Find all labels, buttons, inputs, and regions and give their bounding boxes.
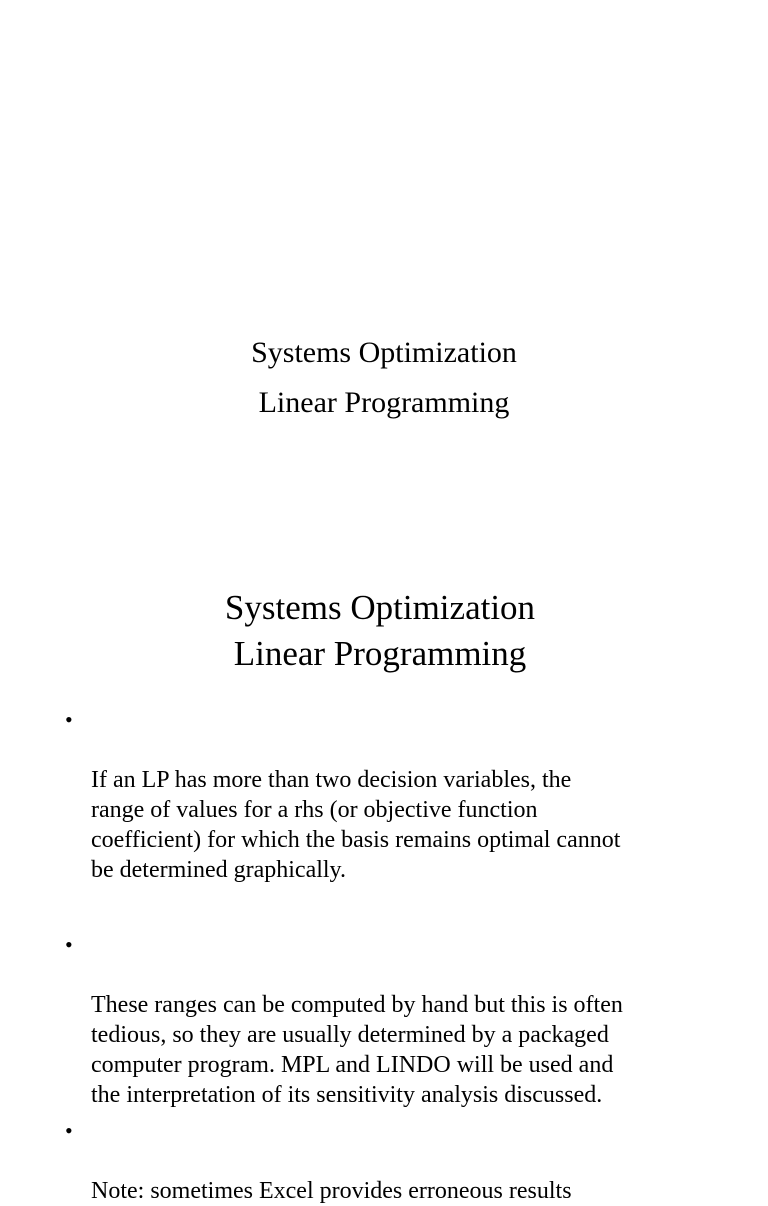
- bullet-item: [62, 705, 742, 885]
- bullet-text: These ranges can be computed by hand but this is often tedious, so they are usually determined by a packaged computer program. MPL and LINDO will be used and the interpretation of its sensitivity analysis discussed.: [91, 992, 623, 1108]
- bullet-dot-icon: •: [65, 932, 73, 957]
- bullet-list: [62, 705, 742, 1206]
- bullet-text: Note: sometimes Excel provides erroneous results: [91, 1178, 572, 1204]
- bullet-text: If an LP has more than two decision variables, the range of values for a rhs (or objective function coefficient) for which the basis remains optimal cannot be determined graphically.: [91, 767, 621, 883]
- cover-title-line-2: Linear Programming: [258, 386, 510, 419]
- cover-title-line-1: Systems Optimization: [251, 336, 517, 369]
- bullet-dot-icon: •: [65, 707, 73, 732]
- bullet-dot-icon: •: [65, 1118, 73, 1143]
- bullet-item: [62, 930, 742, 1110]
- bullet-item: [62, 1116, 742, 1206]
- slide-title-line-2: Linear Programming: [233, 634, 527, 673]
- slide-title-line-1: Systems Optimization: [224, 588, 536, 627]
